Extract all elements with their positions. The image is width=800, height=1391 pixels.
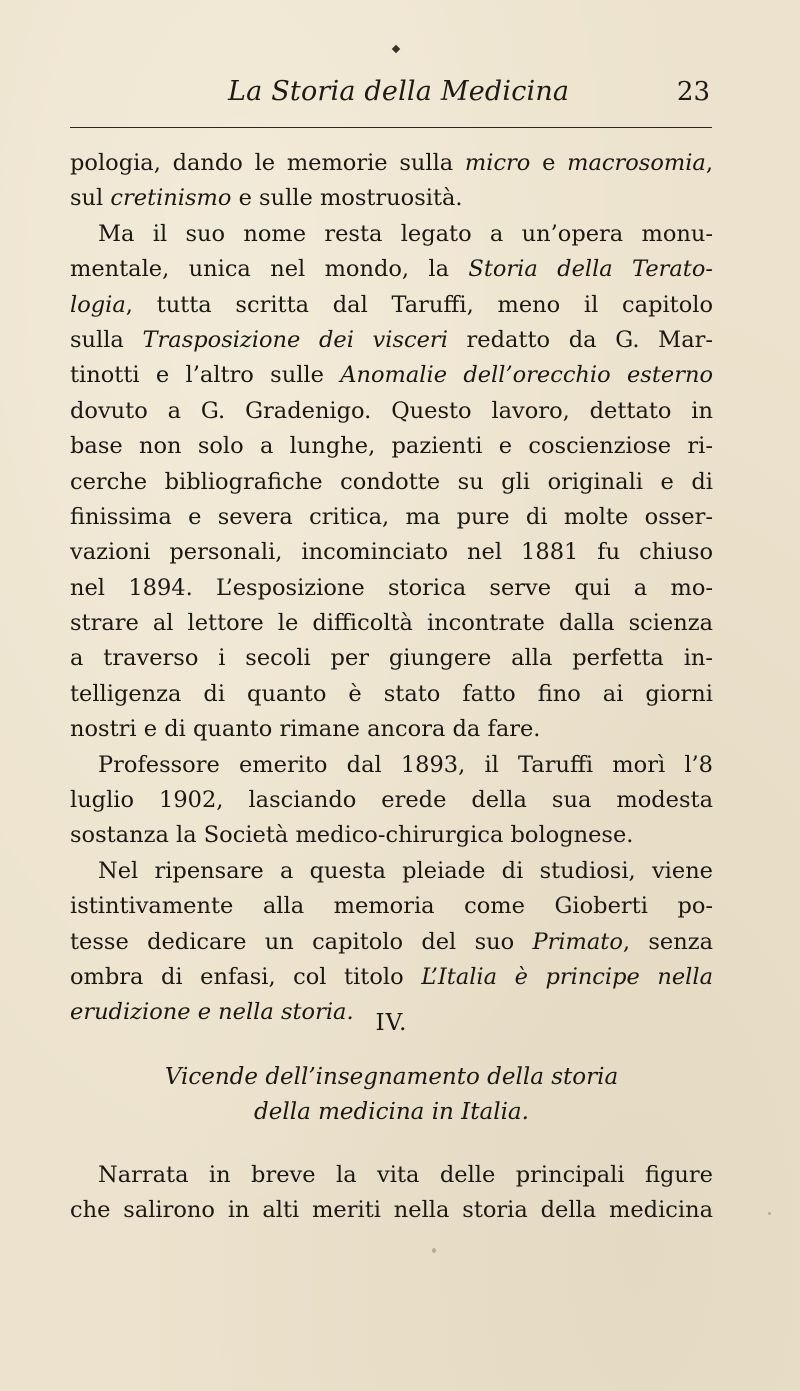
paper-speck — [432, 1248, 436, 1253]
text-line — [70, 146, 713, 181]
text-line: che salirono in alti meriti nella storia della medicina — [70, 1197, 713, 1224]
italic-run: L’Italia è principe nella — [421, 963, 713, 990]
italic-run: Anomalie dell’orecchio esterno — [340, 362, 714, 389]
text-run: ombra di enfasi, col titolo — [70, 963, 422, 990]
text-line: sostanza la Società medico-chirurgica bolognese. — [70, 822, 634, 849]
text-line: dovuto a G. Gradenigo. Questo lavoro, dettato in — [70, 397, 713, 424]
italic-run: micro — [464, 150, 531, 176]
text-line: vazioni personali, incominciato nel 1881 fu chiuso — [70, 539, 713, 566]
text-line: Narrata in breve la vita delle principali figure — [98, 1162, 713, 1188]
text-run: redatto da G. Mar- — [447, 326, 713, 353]
text-line: finissima e severa critica, ma pure di molte osser- — [70, 503, 713, 530]
text-line: strare al lettore le difficoltà incontrate dalla scienza — [70, 610, 713, 637]
text-line: Ma il suo nome resta legato a un’opera monu- — [98, 220, 713, 247]
text-run: , tutta scritta dal Taruffi, meno il capitolo — [125, 291, 713, 318]
italic-run: Trasposizione dei visceri — [142, 326, 448, 353]
body-text-end — [70, 1158, 713, 1229]
text-line — [70, 925, 713, 960]
text-line: nel 1894. L’esposizione storica serve qui a mo- — [70, 574, 713, 601]
text-line — [70, 960, 713, 995]
running-header — [70, 72, 712, 112]
text-run: tesse dedicare un capitolo del suo — [70, 928, 533, 955]
text-line: Professore emerito dal 1893, il Taruffi morì l’8 — [98, 751, 713, 778]
text-run: , — [705, 150, 713, 176]
text-line: cerche bibliografiche condotte su gli originali e di — [70, 468, 713, 495]
text-line: telligenza di quanto è stato fatto fino ai giorni — [70, 680, 713, 707]
text-run: mentale, unica nel mondo, la — [70, 256, 469, 283]
text-line: istintivamente alla memoria come Gioberti po- — [70, 893, 713, 920]
italic-run: macrosomia — [567, 150, 706, 176]
text-line — [70, 358, 713, 393]
header-rule — [70, 127, 712, 128]
text-line: luglio 1902, lasciando erede della sua modesta — [70, 787, 713, 814]
ornament-mark — [392, 45, 400, 53]
text-line — [70, 288, 713, 323]
text-run: pologia, dando le memorie sulla — [70, 150, 465, 176]
text-line: Nel ripensare a questa pleiade di studiosi, viene — [98, 857, 713, 884]
text-line — [70, 252, 713, 287]
text-run: sul — [70, 185, 111, 212]
text-line: a traverso i secoli per giungere alla perfetta in- — [70, 645, 713, 672]
text-line: base non solo a lunghe, pazienti e coscienziose ri- — [70, 433, 713, 460]
text-run: sulla — [70, 326, 143, 353]
text-run: e — [530, 150, 568, 176]
section-title-line: Vicende dell’insegnamento della storia — [164, 1064, 619, 1090]
italic-run: cretinismo — [110, 185, 232, 212]
paper-speck — [768, 1212, 771, 1215]
text-run: tinotti e l’altro sulle — [70, 362, 341, 389]
text-line — [70, 181, 713, 216]
section-title-line: della medicina in Italia. — [254, 1099, 529, 1126]
text-line: nostri e di quanto rimane ancora da fare. — [70, 716, 541, 743]
running-title: La Storia della Medicina — [228, 76, 570, 107]
body-text-main — [70, 146, 713, 1031]
text-line — [70, 323, 713, 358]
italic-run: Primato — [532, 928, 623, 955]
italic-run: logia — [70, 291, 126, 318]
page-number: 23 — [676, 77, 710, 107]
section-heading — [70, 1006, 713, 1041]
section-title — [70, 1060, 713, 1131]
italic-run: Storia della Terato- — [468, 256, 713, 283]
section-number: IV. — [375, 1010, 408, 1036]
italic-run: erudizione e nella storia. — [70, 999, 354, 1026]
text-run: , senza — [622, 928, 713, 955]
text-run: e sulle mostruosità. — [231, 185, 463, 212]
